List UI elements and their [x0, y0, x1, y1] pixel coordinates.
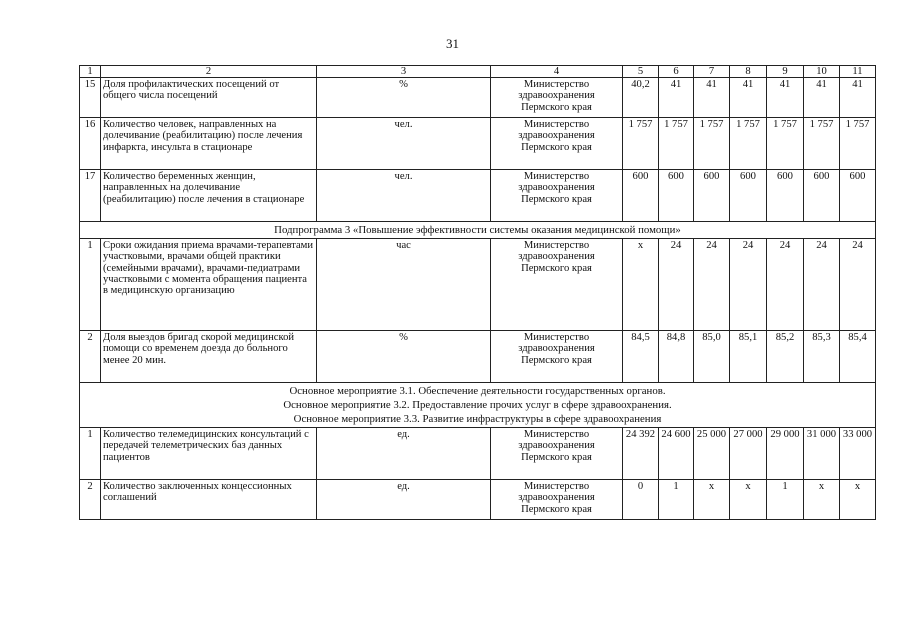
- value-cell: х: [804, 480, 840, 520]
- ministry: Министерство здравоохранения Пермского края: [491, 170, 623, 222]
- table-row: [80, 480, 876, 520]
- row-number: 16: [80, 118, 101, 170]
- table-row: [80, 170, 876, 222]
- value-cell: 24: [840, 239, 876, 331]
- value-cell: 85,4: [840, 331, 876, 383]
- value-cell: 31 000: [804, 428, 840, 480]
- value-cell: 1 757: [694, 118, 730, 170]
- indicator-name: Сроки ожидания приема врачами-терапевтами участковыми, врачами общей практики (семейными врачами), врачами-педиатрами участковыми с момента обращения пациента в медицинскую организацию: [101, 239, 317, 331]
- value-cell: 600: [659, 170, 694, 222]
- unit: ед.: [317, 428, 491, 480]
- header-cell: 2: [101, 66, 317, 78]
- header-cell: 6: [659, 66, 694, 78]
- value-cell: 25 000: [694, 428, 730, 480]
- ministry: Министерство здравоохранения Пермского края: [491, 78, 623, 118]
- value-cell: 41: [694, 78, 730, 118]
- value-cell: х: [694, 480, 730, 520]
- value-cell: 84,5: [623, 331, 659, 383]
- unit: час: [317, 239, 491, 331]
- value-cell: 600: [623, 170, 659, 222]
- value-cell: х: [623, 239, 659, 331]
- value-cell: 1 757: [767, 118, 804, 170]
- value-cell: 41: [659, 78, 694, 118]
- value-cell: 600: [767, 170, 804, 222]
- value-cell: 85,1: [730, 331, 767, 383]
- unit: %: [317, 78, 491, 118]
- row-number: 1: [80, 428, 101, 480]
- value-cell: 600: [694, 170, 730, 222]
- value-cell: 600: [730, 170, 767, 222]
- value-cell: 600: [840, 170, 876, 222]
- value-cell: 1 757: [623, 118, 659, 170]
- row-number: 17: [80, 170, 101, 222]
- main-activities-row: [80, 383, 876, 428]
- value-cell: 1 757: [840, 118, 876, 170]
- main-activity: Основное мероприятие 3.3. Развитие инфраструктуры в сфере здравоохранения: [293, 413, 662, 426]
- table-row: [80, 78, 876, 118]
- value-cell: х: [840, 480, 876, 520]
- value-cell: 1: [659, 480, 694, 520]
- ministry: Министерство здравоохранения Пермского края: [491, 428, 623, 480]
- table-row: [80, 118, 876, 170]
- ministry: Министерство здравоохранения Пермского края: [491, 118, 623, 170]
- value-cell: 41: [840, 78, 876, 118]
- row-number: 2: [80, 331, 101, 383]
- value-cell: 84,8: [659, 331, 694, 383]
- header-cell: 9: [767, 66, 804, 78]
- indicator-name: Доля профилактических посещений от общего числа посещений: [101, 78, 317, 118]
- header-cell: 10: [804, 66, 840, 78]
- row-number: 2: [80, 480, 101, 520]
- page-number: 31: [446, 36, 459, 51]
- header-cell: 1: [80, 66, 101, 78]
- main-activity: Основное мероприятие 3.1. Обеспечение деятельности государственных органов.: [289, 385, 666, 398]
- value-cell: 24: [659, 239, 694, 331]
- header-cell: 7: [694, 66, 730, 78]
- ministry: Министерство здравоохранения Пермского края: [491, 239, 623, 331]
- row-number: 1: [80, 239, 101, 331]
- value-cell: 41: [767, 78, 804, 118]
- value-cell: 24: [804, 239, 840, 331]
- value-cell: 85,3: [804, 331, 840, 383]
- value-cell: 24: [694, 239, 730, 331]
- ministry: Министерство здравоохранения Пермского края: [491, 480, 623, 520]
- value-cell: 85,0: [694, 331, 730, 383]
- value-cell: 41: [804, 78, 840, 118]
- value-cell: 24: [767, 239, 804, 331]
- value-cell: х: [730, 480, 767, 520]
- table-row: [80, 428, 876, 480]
- header-cell: 5: [623, 66, 659, 78]
- value-cell: 29 000: [767, 428, 804, 480]
- value-cell: 85,2: [767, 331, 804, 383]
- table-row: [80, 239, 876, 331]
- subprogram-title: Подпрограмма 3 «Повышение эффективности системы оказания медицинской помощи»: [80, 222, 876, 239]
- unit: ед.: [317, 480, 491, 520]
- main-activities: [80, 383, 876, 428]
- value-cell: 33 000: [840, 428, 876, 480]
- table-row: [80, 331, 876, 383]
- row-number: 15: [80, 78, 101, 118]
- indicators-table: [79, 65, 876, 520]
- value-cell: 0: [623, 480, 659, 520]
- indicator-name: Количество заключенных концессионных соглашений: [101, 480, 317, 520]
- main-activity: Основное мероприятие 3.2. Предоставление прочих услуг в сфере здравоохранения.: [283, 399, 672, 412]
- value-cell: 27 000: [730, 428, 767, 480]
- unit: чел.: [317, 118, 491, 170]
- indicator-name: Количество телемедицинских консультаций с передачей телеметрических баз данных пациентов: [101, 428, 317, 480]
- header-cell: 11: [840, 66, 876, 78]
- unit: чел.: [317, 170, 491, 222]
- subprogram-row: [80, 222, 876, 239]
- value-cell: 41: [730, 78, 767, 118]
- value-cell: 1 757: [804, 118, 840, 170]
- value-cell: 1 757: [730, 118, 767, 170]
- indicator-name: Количество беременных женщин, направленных на долечивание (реабилитацию) после лечения в стационаре: [101, 170, 317, 222]
- indicator-name: Доля выездов бригад скорой медицинской помощи со временем доезда до больного менее 20 мин.: [101, 331, 317, 383]
- value-cell: 40,2: [623, 78, 659, 118]
- header-cell: 3: [317, 66, 491, 78]
- value-cell: 24 600: [659, 428, 694, 480]
- value-cell: 24 392: [623, 428, 659, 480]
- unit: %: [317, 331, 491, 383]
- indicator-name: Количество человек, направленных на долечивание (реабилитацию) после лечения инфаркта, инсульта в стационаре: [101, 118, 317, 170]
- header-cell: 8: [730, 66, 767, 78]
- value-cell: 1: [767, 480, 804, 520]
- value-cell: 24: [730, 239, 767, 331]
- header-cell: 4: [491, 66, 623, 78]
- header-row: [80, 66, 876, 78]
- value-cell: 600: [804, 170, 840, 222]
- value-cell: 1 757: [659, 118, 694, 170]
- ministry: Министерство здравоохранения Пермского края: [491, 331, 623, 383]
